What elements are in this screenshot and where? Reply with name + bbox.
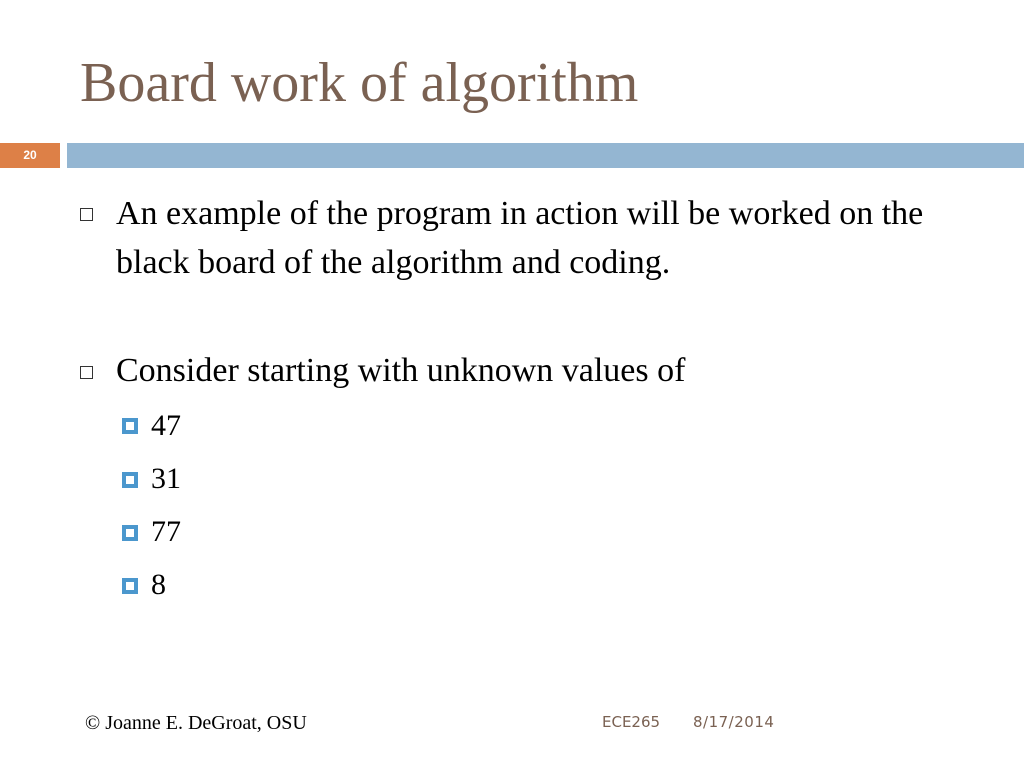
bullet-item: An example of the program in action will be worked on the black board of the algorithm and coding.: [116, 195, 924, 281]
footer-date: 8/17/2014: [693, 713, 775, 731]
footer-copyright: © Joanne E. DeGroat, OSU: [85, 712, 307, 734]
slide-title: Board work of algorithm: [80, 52, 639, 114]
sub-bullet-item: 47: [151, 409, 181, 442]
square-sub-bullet-icon: [122, 472, 138, 488]
square-sub-bullet-icon: [122, 578, 138, 594]
footer-course: ECE265: [602, 713, 661, 731]
square-sub-bullet-icon: [122, 418, 138, 434]
bullet-item: Consider starting with unknown values of: [116, 352, 686, 389]
slide-number: 20: [23, 148, 37, 162]
sub-bullet-item: 8: [151, 568, 166, 601]
hollow-square-bullet-icon: [80, 366, 93, 379]
hollow-square-bullet-icon: [80, 208, 93, 221]
sub-bullet-item: 77: [151, 515, 181, 548]
sub-bullet-item: 31: [151, 462, 181, 495]
square-sub-bullet-icon: [122, 525, 138, 541]
